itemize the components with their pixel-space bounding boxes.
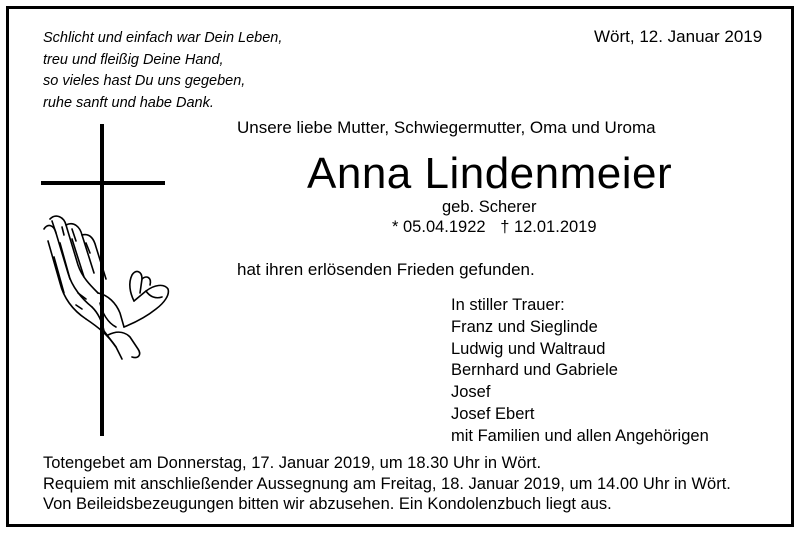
peace-line: hat ihren erlösenden Frieden gefunden. — [237, 260, 535, 279]
mourner-entry: Ludwig und Waltraud — [451, 339, 606, 358]
poem-line: Schlicht und einfach war Dein Leben, — [43, 30, 283, 46]
footer-line: Totengebet am Donnerstag, 17. Januar 2019, um 18.30 Uhr in Wört. — [43, 454, 542, 472]
maiden-name: geb. Scherer — [442, 198, 537, 216]
poem-line: treu und fleißig Deine Hand, — [43, 51, 224, 68]
service-info — [43, 453, 731, 515]
intro-line: Unsere liebe Mutter, Schwiegermutter, Oma und Uroma — [237, 118, 656, 137]
mourner-entry: Josef — [451, 383, 491, 402]
place-date: Wört, 12. Januar 2019 — [594, 27, 763, 46]
mourner-entry: Bernhard und Gabriele — [451, 361, 618, 380]
mourner-entry: Josef Ebert — [451, 404, 535, 423]
praying-hands-icon — [42, 213, 172, 361]
mourner-entry: Franz und Sieglinde — [451, 317, 598, 336]
deceased-name: Anna Lindenmeier — [307, 149, 673, 198]
mourners-heading: In stiller Trauer: — [451, 296, 565, 314]
footer-line: Requiem mit anschließender Aussegnung am Freitag, 18. Januar 2019, um 14.00 Uhr in Wört. — [43, 474, 731, 493]
obituary-notice — [6, 6, 794, 527]
poem-line: ruhe sanft und habe Dank. — [43, 94, 214, 111]
memorial-poem — [43, 28, 282, 114]
mourner-entry: mit Familien und allen Angehörigen — [451, 426, 709, 445]
life-dates — [392, 218, 607, 237]
mourners-list — [451, 295, 709, 448]
birth-date: * 05.04.1922 — [392, 218, 486, 236]
death-date: † 12.01.2019 — [500, 218, 597, 236]
footer-line: Von Beileidsbezeugungen bitten wir abzusehen. Ein Kondolenzbuch liegt aus. — [43, 495, 612, 513]
poem-line: so vieles hast Du uns gegeben, — [43, 73, 246, 89]
